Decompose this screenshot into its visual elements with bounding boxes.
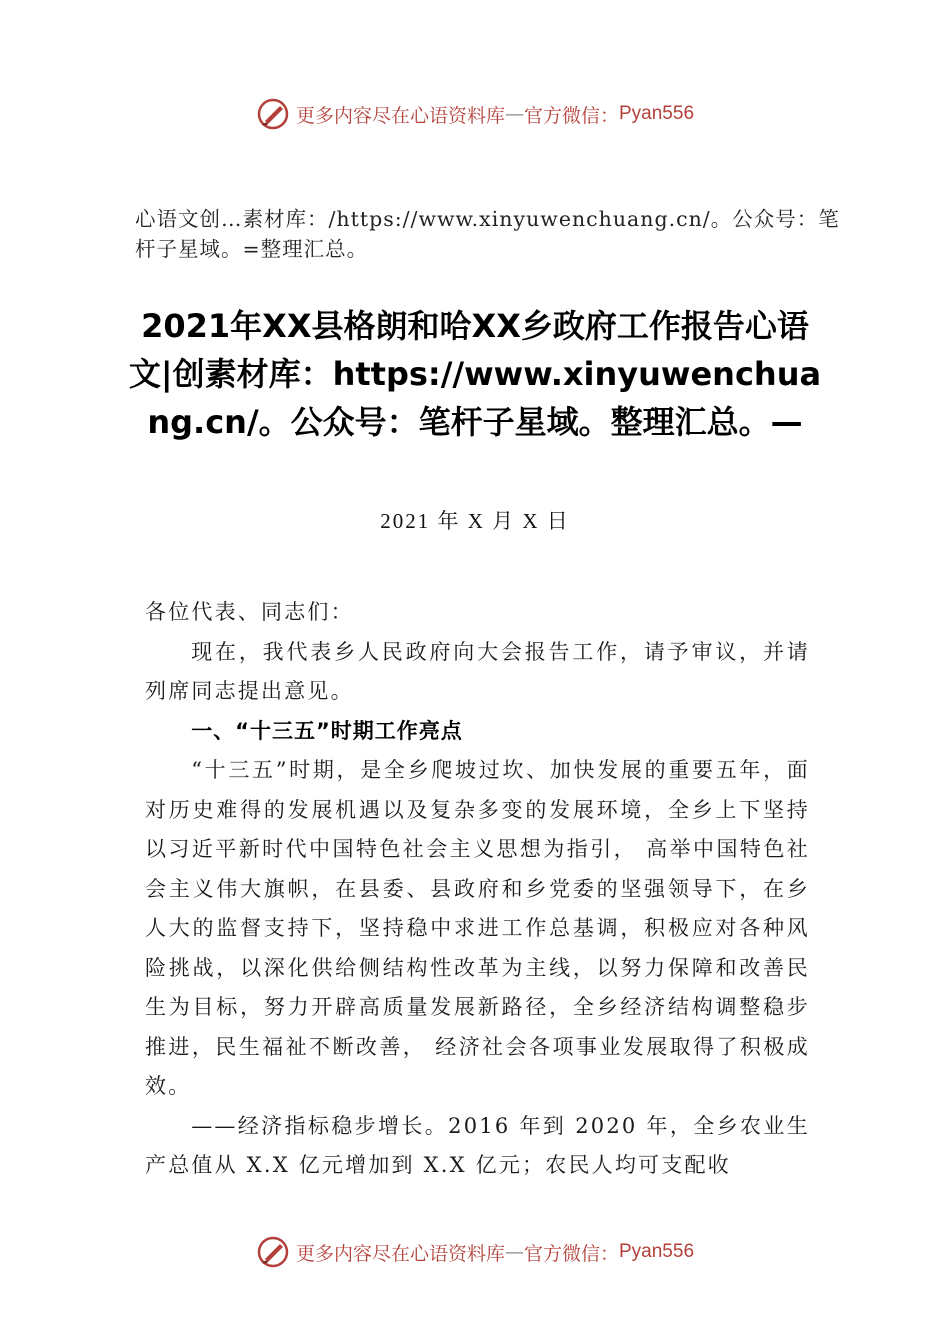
document-title: 2021年XX县格朗和哈XX乡政府工作报告心语文|创素材库：https://www.xinyuwenchuang.cn/。公众号：笔杆子星域。整理汇总。—: [128, 307, 822, 441]
source-note: 心语文创…素材库：/https://www.xinyuwenchuang.cn/。公众号：笔杆子星域。=整理汇总。: [135, 207, 840, 261]
document-date: 2021 年 X 月 X 日: [380, 509, 570, 533]
paragraph-section1: “十三五”时期，是全乡爬坡过坎、加快发展的重要五年，面对历史难得的发展机遇以及复杂多变的发展环境，全乡上下坚持以习近平新时代中国特色社会主义思想为指引， 高举中国特色社会主义伟大旗帜，在县委、县政府和乡党委的坚强领导下，在乡人大的监督支持下，坚持稳中求进工作总基调，积极应对各种风险挑战，以深化供给侧结构性改革为主线，以努力保障和改善民生为目标，努力开辟高质量发展新路径，全乡经济结构调整稳步推进，民生福祉不断改善， 经济社会各项事业发展取得了积极成效。: [145, 758, 810, 1098]
salutation: 各位代表、同志们：: [145, 600, 354, 624]
banner-text: 更多内容尽在心语资料库: [295, 1242, 505, 1265]
banner-wechat-id: Pyan556: [619, 103, 695, 124]
footer-banner: [0, 1232, 950, 1272]
header-banner: [0, 94, 950, 134]
section-heading: 一、“十三五”时期工作亮点: [191, 718, 463, 743]
banner-wechat-id: Pyan556: [619, 1241, 695, 1262]
brush-logo-icon: [256, 1235, 290, 1269]
brush-logo-icon: [256, 97, 290, 131]
paragraph-econ-indicators: ——经济指标稳步增长。2016 年到 2020 年，全乡农业生产总值从 X.X 亿元增加到 X.X 亿元；农民人均可支配收: [145, 1113, 810, 1177]
document-body: [145, 593, 810, 1186]
banner-wechat-label: 官方微信：: [523, 1242, 619, 1265]
banner-wechat-label: 官方微信：: [523, 104, 619, 127]
banner-text: 更多内容尽在心语资料库: [295, 104, 505, 127]
banner-separator: —: [504, 1241, 524, 1263]
banner-separator: —: [504, 103, 524, 125]
paragraph-intro: 现在，我代表乡人民政府向大会报告工作，请予审议，并请列席同志提出意见。: [145, 639, 810, 703]
